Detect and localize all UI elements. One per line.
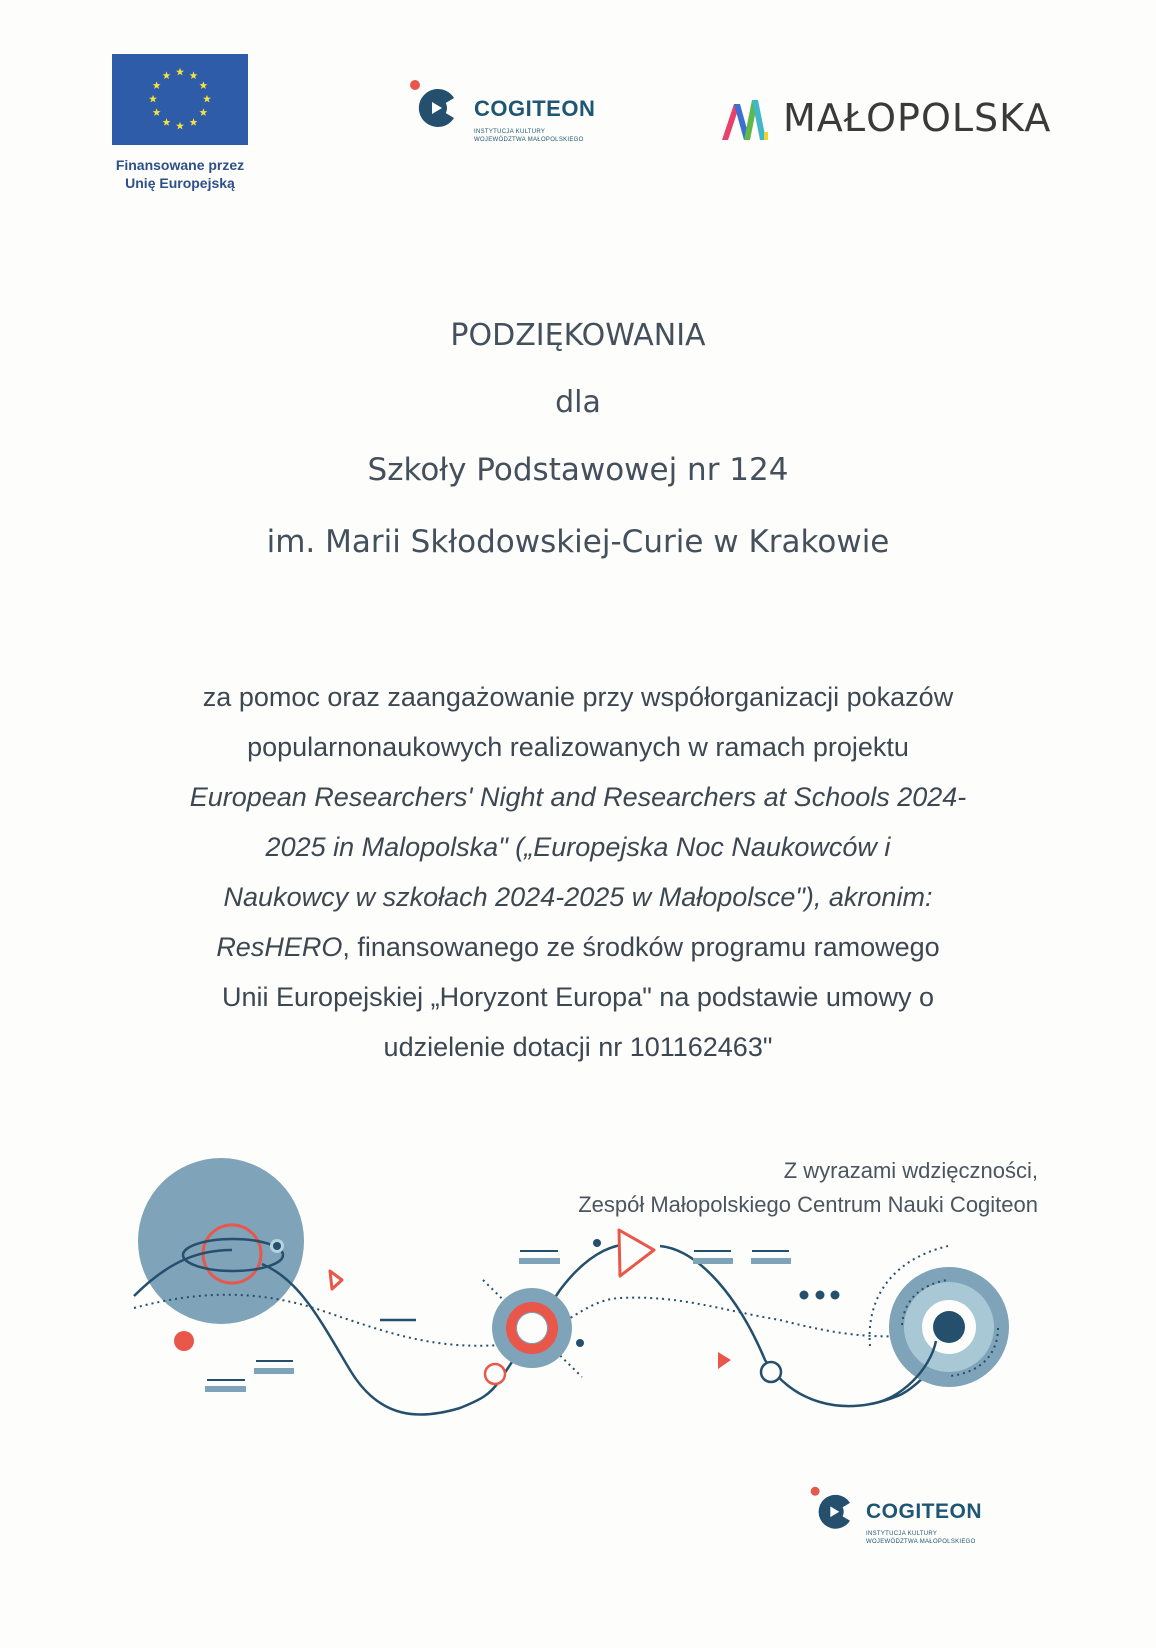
cogiteon-subtitle xyxy=(474,128,634,144)
eu-caption-line1: Finansowane przez xyxy=(115,157,245,173)
body-line-4: 2025 in Malopolska" („Europejska Noc Naukowców i xyxy=(265,832,891,862)
eu-star xyxy=(199,81,207,89)
title-for: dla xyxy=(555,385,601,420)
navy-dot xyxy=(576,1339,584,1347)
eu-star xyxy=(153,81,161,89)
recipient-patron-location: im. Marii Skłodowskiej-Curie w Krakowie xyxy=(266,524,890,560)
body-line-3: European Researchers' Night and Researchers at Schools 2024- xyxy=(189,782,967,812)
project-acronym: ResHERO xyxy=(216,932,343,962)
small-play-icon xyxy=(330,1271,342,1289)
recipient-name: Szkoły Podstawowej nr 124 xyxy=(367,452,789,488)
document-title: PODZIĘKOWANIA xyxy=(450,318,706,353)
moon xyxy=(273,1242,281,1250)
cogiteon-wordmark: COGITEON xyxy=(474,96,596,121)
eu-star xyxy=(149,95,157,103)
eu-star xyxy=(190,71,198,79)
signature-closing: Z wyrazami wdzięczności, xyxy=(783,1158,1038,1183)
science-illustration xyxy=(0,1140,1156,1440)
signature-team: Zespół Małopolskiego Centrum Nauki Cogiteon xyxy=(578,1192,1038,1217)
cogiteon-mark-icon xyxy=(810,1485,856,1535)
eu-funding-caption xyxy=(92,156,268,192)
eu-star xyxy=(176,68,184,76)
eu-star xyxy=(163,71,171,79)
ellipsis-dots xyxy=(800,1291,840,1300)
eu-stars-icon xyxy=(112,54,248,145)
body-line-5: Naukowcy w szkołach 2024-2025 w Małopolsce"), akronim: xyxy=(223,882,933,912)
cogiteon-subtitle-line2: WOJEWÓDZTWA MAŁOPOLSKIEGO xyxy=(474,137,584,143)
body-line-7: Unii Europejskiej „Horyzont Europa" na podstawie umowy o xyxy=(222,982,934,1012)
eu-star xyxy=(199,108,207,116)
large-play-icon xyxy=(619,1230,654,1276)
filled-play-icon xyxy=(718,1352,731,1369)
cogiteon-mark-icon xyxy=(410,78,460,134)
body-line-2: popularnonaukowych realizowanych w ramach projektu xyxy=(247,732,909,762)
cogiteon-subtitle-line1: INSTYTUCJA KULTURY xyxy=(866,1531,938,1537)
body-line-6 xyxy=(0,922,1156,972)
eu-star xyxy=(203,95,211,103)
eu-star xyxy=(176,122,184,130)
body-line-1: za pomoc oraz zaangażowanie przy współorganizacji pokazów xyxy=(202,682,954,712)
cogiteon-wordmark: COGITEON xyxy=(866,1500,983,1523)
navy-dot-top xyxy=(593,1239,601,1247)
body-line-6-rest: , finansowanego ze środków programu ramowego xyxy=(342,932,940,962)
malopolska-wordmark: MAŁOPOLSKA xyxy=(783,96,1052,140)
eu-star xyxy=(190,118,198,126)
red-dot xyxy=(174,1331,194,1351)
right-target-core xyxy=(933,1311,965,1343)
eu-caption-line2: Unię Europejską xyxy=(125,175,235,191)
cogiteon-subtitle-line2: WOJEWÓDZTWA MAŁOPOLSKIEGO xyxy=(866,1539,976,1545)
eu-star xyxy=(153,108,161,116)
navy-ring-node xyxy=(761,1362,781,1382)
malopolska-m-icon xyxy=(720,96,772,142)
cogiteon-subtitle-line1: INSTYTUCJA KULTURY xyxy=(474,129,546,135)
eu-flag-icon xyxy=(112,54,248,145)
red-ring-node xyxy=(485,1364,505,1384)
eu-star xyxy=(163,118,171,126)
body-line-8: udzielenie dotacji nr 101162463" xyxy=(383,1032,773,1062)
cogiteon-subtitle xyxy=(866,1530,1006,1546)
bars-top xyxy=(519,1251,791,1264)
middle-target-center xyxy=(517,1313,547,1343)
bars-left xyxy=(205,1361,294,1392)
